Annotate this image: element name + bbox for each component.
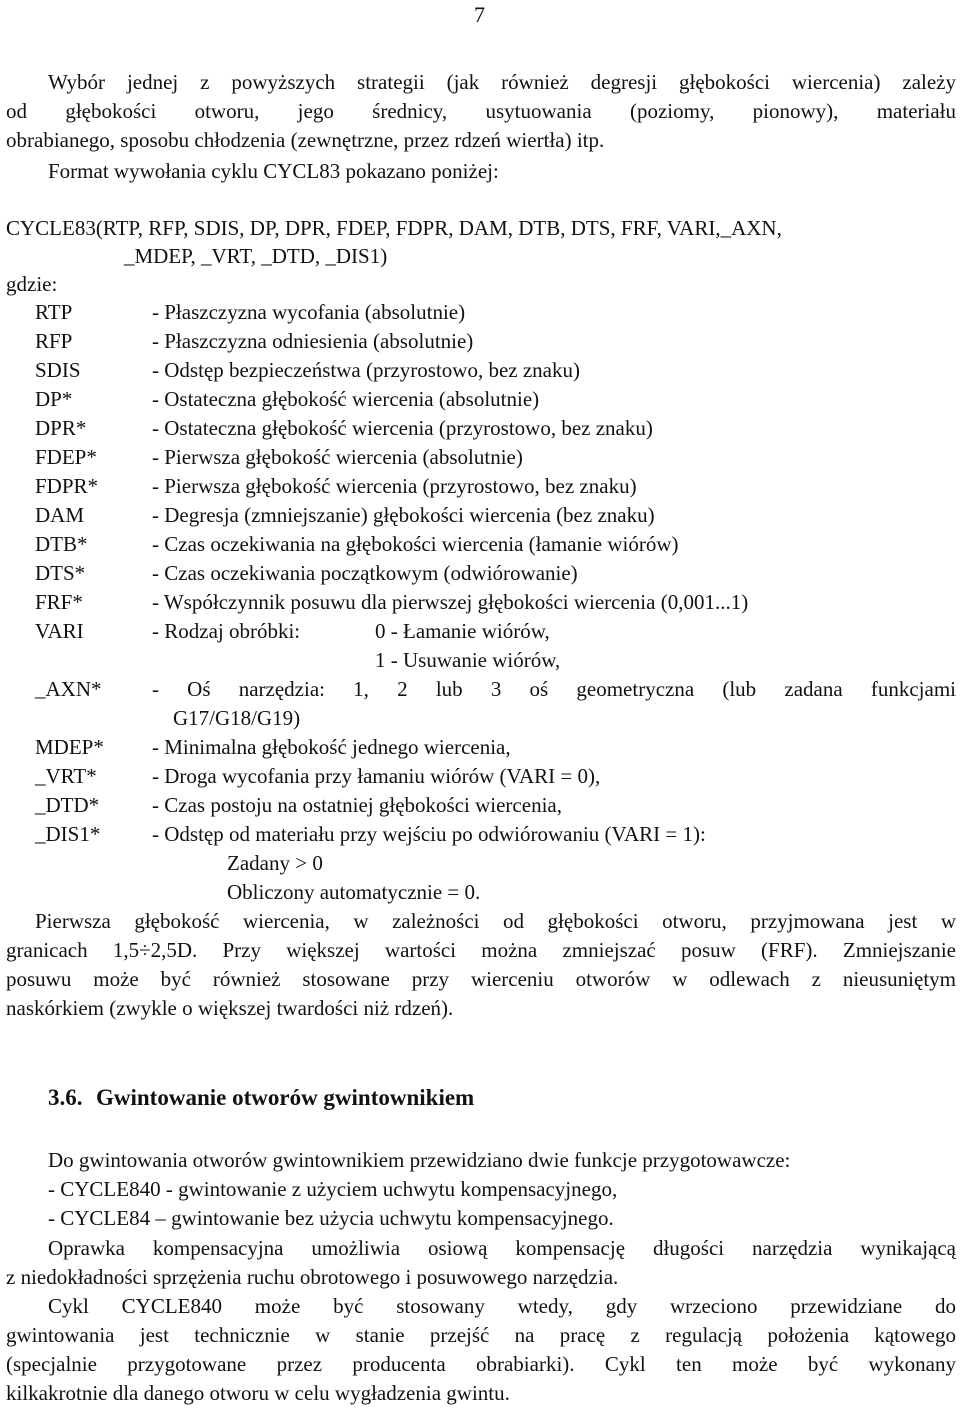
- param-desc: - Współczynnik posuwu dla pierwszej głębokości wiercenia (0,001...1): [152, 590, 749, 614]
- cycle-call-line-2: _MDEP, _VRT, _DTD, _DIS1): [124, 244, 388, 268]
- param-desc: - Oś narzędzia: 1, 2 lub 3 oś geometryczna (lub zadana funkcjami: [152, 677, 956, 701]
- param-desc-cont: G17/G18/G19): [173, 706, 301, 730]
- param-desc: - Pierwsza głębokość wiercenia (przyrostowo, bez znaku): [152, 474, 637, 498]
- depth-para-line-4: naskórkiem (zwykle o większej twardości niż rdzeń).: [6, 996, 454, 1020]
- holder-para-line-1: Oprawka kompensacyjna umożliwia osiową kompensację długości narzędzia wynikającą: [48, 1236, 956, 1260]
- param-desc: - Pierwsza głębokość wiercenia (absolutnie): [152, 445, 523, 469]
- param-desc: - Czas postoju na ostatniej głębokości wiercenia,: [152, 793, 562, 817]
- param-name: DTB*: [35, 532, 88, 556]
- where-label: gdzie:: [6, 272, 58, 296]
- param-desc: - Odstęp od materiału przy wejściu po odwiórowaniu (VARI = 1):: [152, 822, 706, 846]
- section-intro: Do gwintowania otworów gwintownikiem przewidziano dwie funkcje przygotowawcze:: [48, 1148, 791, 1172]
- param-name: _DTD*: [35, 793, 100, 817]
- param-desc: - Ostateczna głębokość wiercenia (przyrostowo, bez znaku): [152, 416, 653, 440]
- param-name: _VRT*: [35, 764, 97, 788]
- param-desc: - Droga wycofania przy łamaniu wiórów (VARI = 0),: [152, 764, 601, 788]
- depth-para-line-1: Pierwsza głębokość wiercenia, w zależności od głębokości otworu, przyjmowana jest w: [35, 909, 956, 933]
- dis1-auto-value: Obliczony automatycznie = 0.: [227, 880, 481, 904]
- section-title: Gwintowanie otworów gwintownikiem: [96, 1085, 475, 1110]
- param-desc: - Ostateczna głębokość wiercenia (absolutnie): [152, 387, 540, 411]
- param-name: FDEP*: [35, 445, 97, 469]
- cycle840-para-line-1: Cykl CYCLE840 może być stosowany wtedy, gdy wrzeciono przewidziane do: [48, 1294, 956, 1318]
- list-item: - CYCLE84 – gwintowanie bez użycia uchwytu kompensacyjnego.: [48, 1206, 614, 1230]
- param-desc: - Odstęp bezpieczeństwa (przyrostowo, bez znaku): [152, 358, 580, 382]
- param-name: SDIS: [35, 358, 81, 382]
- page-number: 7: [474, 2, 485, 27]
- param-desc: - Degresja (zmniejszanie) głębokości wiercenia (bez znaku): [152, 503, 655, 527]
- param-desc: - Czas oczekiwania na głębokości wiercenia (łamanie wiórów): [152, 532, 679, 556]
- param-name: DP*: [35, 387, 73, 411]
- param-desc: - Płaszczyzna odniesienia (absolutnie): [152, 329, 474, 353]
- vari-option-1: 1 - Usuwanie wiórów,: [375, 648, 561, 672]
- section-number: 3.6.: [48, 1085, 83, 1110]
- param-name: FRF*: [35, 590, 83, 614]
- param-name: DPR*: [35, 416, 87, 440]
- param-desc: - Minimalna głębokość jednego wiercenia,: [152, 735, 511, 759]
- param-name: RTP: [35, 300, 73, 324]
- vari-option-0: 0 - Łamanie wiórów,: [375, 619, 550, 643]
- param-name: DAM: [35, 503, 85, 527]
- intro-line-2: od głębokości otworu, jego średnicy, usytuowania (poziomy, pionowy), materiału: [6, 99, 956, 123]
- param-name: _DIS1*: [35, 822, 101, 846]
- cycle-call-line-1: CYCLE83(RTP, RFP, SDIS, DP, DPR, FDEP, FDPR, DAM, DTB, DTS, FRF, VARI,_AXN,: [6, 216, 782, 240]
- param-name: VARI: [35, 619, 84, 643]
- intro-format-line: Format wywołania cyklu CYCL83 pokazano poniżej:: [48, 159, 499, 183]
- intro-line-1: Wybór jednej z powyższych strategii (jak również degresji głębokości wiercenia) zależy: [48, 70, 956, 94]
- cycle840-para-line-2: gwintowania jest technicznie w stanie przejść na pracę z regulacją położenia kątowego: [6, 1323, 956, 1347]
- holder-para-line-2: z niedokładności sprzężenia ruchu obrotowego i posuwowego narzędzia.: [6, 1265, 619, 1289]
- param-desc: - Rodzaj obróbki:: [152, 619, 301, 643]
- dis1-set-value: Zadany > 0: [227, 851, 323, 875]
- cycle840-para-line-3: (specjalnie przygotowane przez producenta obrabiarki). Cykl ten może być wykonany: [6, 1352, 956, 1376]
- param-name: FDPR*: [35, 474, 99, 498]
- cycle840-para-line-4: kilkakrotnie dla danego otworu w celu wygładzenia gwintu.: [6, 1381, 510, 1405]
- param-name: RFP: [35, 329, 73, 353]
- param-desc: - Płaszczyzna wycofania (absolutnie): [152, 300, 466, 324]
- list-item: - CYCLE840 - gwintowanie z użyciem uchwytu kompensacyjnego,: [48, 1177, 618, 1201]
- depth-para-line-2: granicach 1,5÷2,5D. Przy większej wartości można zmniejszać posuw (FRF). Zmniejszanie: [6, 938, 956, 962]
- param-desc: - Czas oczekiwania początkowym (odwiórowanie): [152, 561, 578, 585]
- depth-para-line-3: posuwu może być również stosowane przy wierceniu otworów w odlewach z nieusuniętym: [6, 967, 956, 991]
- param-name: MDEP*: [35, 735, 104, 759]
- param-name: _AXN*: [35, 677, 102, 701]
- param-name: DTS*: [35, 561, 86, 585]
- intro-line-3: obrabianego, sposobu chłodzenia (zewnętrzne, przez rdzeń wiertła) itp.: [6, 128, 605, 152]
